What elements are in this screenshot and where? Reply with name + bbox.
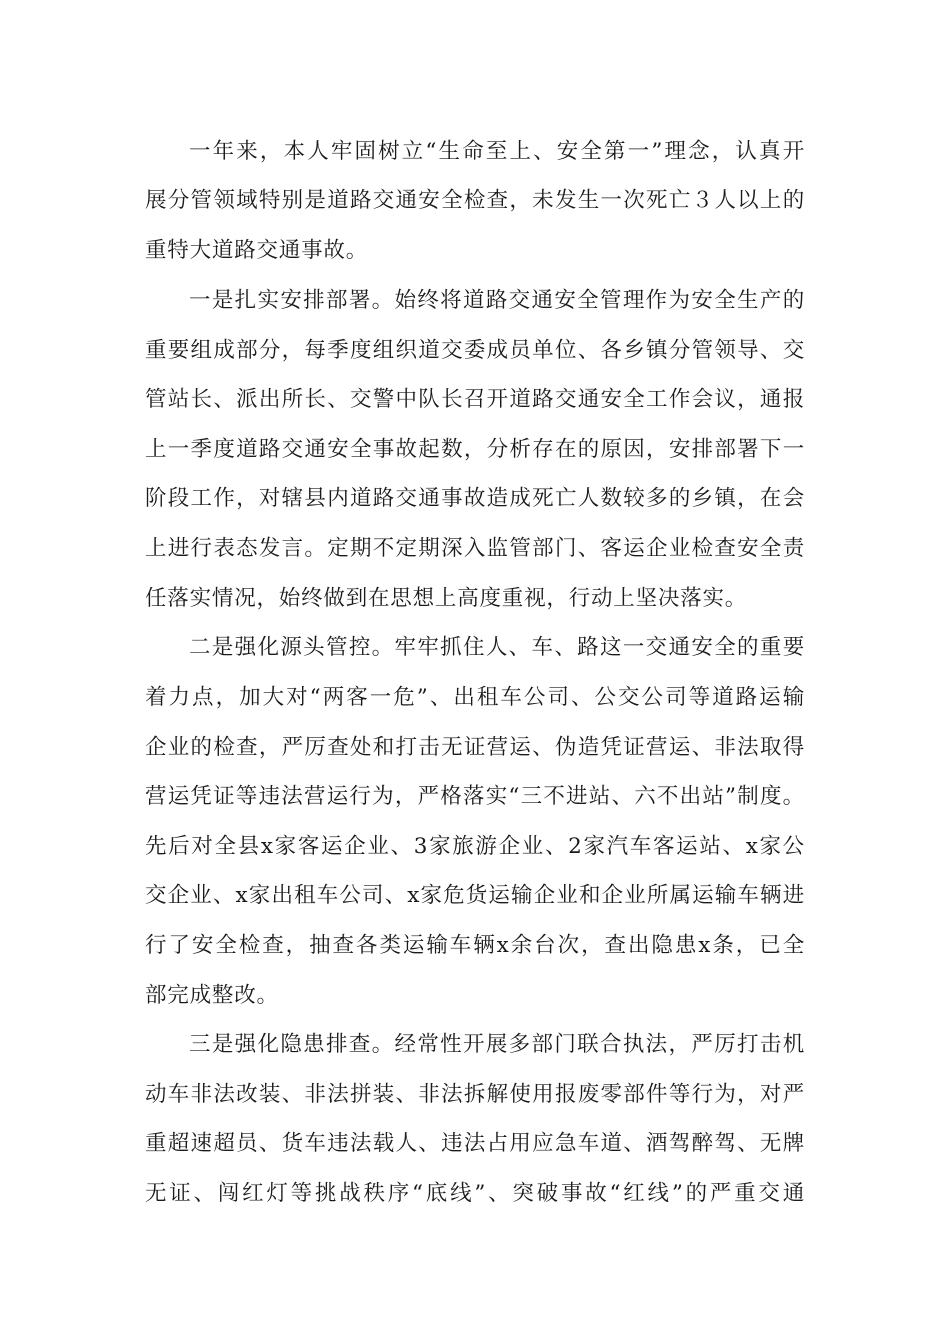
text-line: 交企业、x家出租车公司、x家危货运输企业和企业所属运输车辆进 <box>145 883 805 908</box>
text-line: 企业的检查，严厉查处和打击无证营运、伪造凭证营运、非法取得 <box>145 735 805 760</box>
text-line: 阶段工作，对辖县内道路交通事故造成死亡人数较多的乡镇，在会 <box>145 486 805 511</box>
text-line: 无证、闯红灯等挑战秩序“底线”、突破事故“红线”的严重交通 <box>145 1181 805 1206</box>
text-line: 上进行表态发言。定期不定期深入监管部门、客运企业检查安全责 <box>145 536 805 561</box>
text-line: 二是强化源头管控。牢牢抓住人、车、路这一交通安全的重要 <box>189 635 805 660</box>
text-line: 管站长、派出所长、交警中队长召开道路交通安全工作会议，通报 <box>145 387 805 412</box>
text-line: 重要组成部分，每季度组织道交委成员单位、各乡镇分管领导、交 <box>145 338 805 363</box>
text-line: 动车非法改装、非法拼装、非法拆解使用报废零部件等行为，对严 <box>145 1082 805 1107</box>
text-line: 上一季度道路交通安全事故起数，分析存在的原因，安排部署下一 <box>145 437 805 462</box>
text-line: 重超速超员、货车违法载人、违法占用应急车道、酒驾醉驾、无牌 <box>145 1131 805 1156</box>
text-line: 三是强化隐患排查。经常性开展多部门联合执法，严厉打击机 <box>189 1032 805 1057</box>
text-line: 任落实情况，始终做到在思想上高度重视，行动上坚决落实。 <box>145 586 748 611</box>
text-line: 一年来，本人牢固树立“生命至上、安全第一”理念，认真开 <box>189 139 805 164</box>
text-line: 营运凭证等违法营运行为，严格落实“三不进站、六不出站”制度。 <box>145 784 805 809</box>
text-line: 行了安全检查，抽查各类运输车辆x余台次，查出隐患x条，已全 <box>145 933 805 958</box>
text-line: 先后对全县x家客运企业、3家旅游企业、2家汽车客运站、x家公 <box>145 834 805 859</box>
text-line: 部完成整改。 <box>145 983 279 1008</box>
text-line: 重特大道路交通事故。 <box>145 238 369 263</box>
text-line: 一是扎实安排部署。始终将道路交通安全管理作为安全生产的 <box>189 288 805 313</box>
text-line: 着力点，加大对“两客一危”、出租车公司、公交公司等道路运输 <box>145 685 805 710</box>
text-line: 展分管领域特别是道路交通安全检查，未发生一次死亡３人以上的 <box>145 188 805 213</box>
